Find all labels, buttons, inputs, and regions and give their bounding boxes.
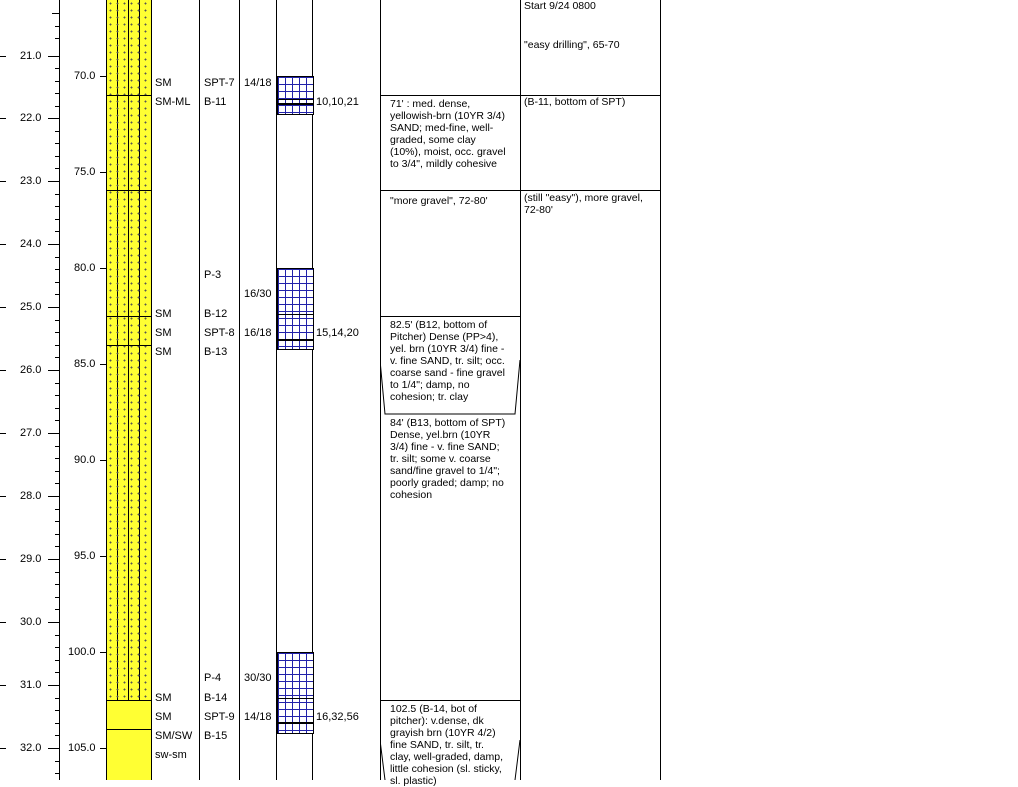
- description-divider: [380, 316, 520, 317]
- sample-spt7-graphic: [277, 76, 314, 115]
- depth-label-ft: 70.0: [74, 70, 96, 82]
- description-divider: [380, 95, 520, 96]
- layer-boundary: [107, 95, 151, 96]
- soil-class: SM: [155, 327, 172, 339]
- depth-label-m: 22.0: [20, 112, 42, 124]
- layer-boundary: [107, 316, 151, 317]
- sample-divider: [277, 698, 314, 699]
- column-border: [660, 0, 661, 780]
- depth-label-ft: 105.0: [68, 742, 96, 754]
- depth-label-ft: 100.0: [68, 646, 96, 658]
- recovery-value: 14/18: [244, 77, 272, 89]
- soil-class: SM: [155, 711, 172, 723]
- soil-class: SM: [155, 77, 172, 89]
- blow-count: 10,10,21: [316, 96, 359, 108]
- soil-description: 84' (B13, bottom of SPT) Dense, yel.brn (10YR 3/4) fine - v. fine SAND; tr. silt; some v. coarse sand/fine gravel to 1/4"; poorly graded; damp; no cohesion: [390, 417, 506, 501]
- soil-class: SM: [155, 692, 172, 704]
- soil-class: SM: [155, 308, 172, 320]
- sample-id: P-3: [204, 269, 222, 281]
- soil-class: SM/SW: [155, 730, 193, 742]
- depth-label-m: 24.0: [20, 238, 42, 250]
- sample-id: SPT-7: [204, 77, 235, 89]
- soil-description: 82.5' (B12, bottom of Pitcher) Dense (PP>4), yel. brn (10YR 3/4) fine - v. fine SAND, tr. silt; occ. coarse sand - fine gravel to 1/4"; damp, no cohesion; tr. clay: [390, 319, 505, 403]
- depth-label-ft: 95.0: [74, 550, 96, 562]
- column-border: [151, 0, 152, 780]
- depth-label-m: 26.0: [20, 364, 42, 376]
- sample-divider: [277, 339, 314, 341]
- sample-id: P-4: [204, 672, 222, 684]
- depth-label-m: 30.0: [20, 616, 42, 628]
- sample-id: B-15: [204, 730, 228, 742]
- depth-label-ft: 80.0: [74, 262, 96, 274]
- soil-description: 102.5 (B-14, bot of pitcher): v.dense, dk grayish brn (10YR 4/2) fine SAND, tr. silt, tr. clay, well-graded, damp, little cohesion (sl. sticky, sl. plastic): [390, 703, 504, 787]
- remarks-divider: [520, 190, 660, 191]
- depth-label-m: 32.0: [20, 742, 42, 754]
- sample-id: SPT-9: [204, 711, 235, 723]
- sample-divider: [277, 103, 314, 105]
- sample-id: B-11: [204, 96, 227, 108]
- sample-id: B-12: [204, 308, 228, 320]
- depth-label-m: 29.0: [20, 553, 42, 565]
- column-border: [59, 0, 60, 780]
- column-border: [239, 0, 240, 780]
- layer-boundary: [107, 345, 151, 346]
- remark: "easy drilling", 65-70: [524, 39, 620, 51]
- blow-count: 16,32,56: [316, 711, 359, 723]
- sample-id: SPT-8: [204, 327, 235, 339]
- description-divider: [380, 190, 520, 191]
- column-border: [199, 0, 200, 780]
- depth-label-m: 27.0: [20, 427, 42, 439]
- soil-class: SM: [155, 346, 172, 358]
- sample-id: B-14: [204, 692, 228, 704]
- depth-label-ft: 75.0: [74, 166, 96, 178]
- remark: Start 9/24 0800: [524, 0, 596, 12]
- layer-boundary: [107, 729, 151, 730]
- remark: (B-11, bottom of SPT): [524, 96, 626, 108]
- soil-description: "more gravel", 72-80': [390, 195, 488, 207]
- depth-label-m: 21.0: [20, 50, 42, 62]
- sand-pattern: [107, 0, 151, 700]
- blow-count: 15,14,20: [316, 327, 359, 339]
- recovery-value: 14/18: [244, 711, 272, 723]
- depth-label-ft: 85.0: [74, 358, 96, 370]
- sample-divider: [277, 99, 314, 100]
- sample-divider: [277, 314, 314, 315]
- depth-label-ft: 90.0: [74, 454, 96, 466]
- description-divider: [380, 700, 520, 701]
- lithology-column: [107, 0, 151, 780]
- layer-boundary: [107, 700, 151, 701]
- layer-boundary: [107, 190, 151, 191]
- sample-p3-spt8-graphic: [277, 268, 314, 350]
- soil-description: 71' : med. dense, yellowish-brn (10YR 3/4) SAND; med-fine, well- graded, some clay (10%), moist, occ. gravel to 3/4", mildly cohesive: [390, 98, 506, 170]
- depth-label-m: 28.0: [20, 490, 42, 502]
- sample-id: B-13: [204, 346, 228, 358]
- recovery-value: 30/30: [244, 672, 272, 684]
- sample-divider: [277, 722, 314, 724]
- recovery-value: 16/30: [244, 288, 272, 300]
- depth-label-m: 25.0: [20, 301, 42, 313]
- soil-class: SM-ML: [155, 96, 191, 108]
- depth-label-m: 23.0: [20, 175, 42, 187]
- depth-label-m: 31.0: [20, 679, 42, 691]
- remark: (still "easy"), more gravel, 72-80': [524, 192, 643, 216]
- recovery-value: 16/18: [244, 327, 272, 339]
- soil-class: sw-sm: [155, 749, 187, 761]
